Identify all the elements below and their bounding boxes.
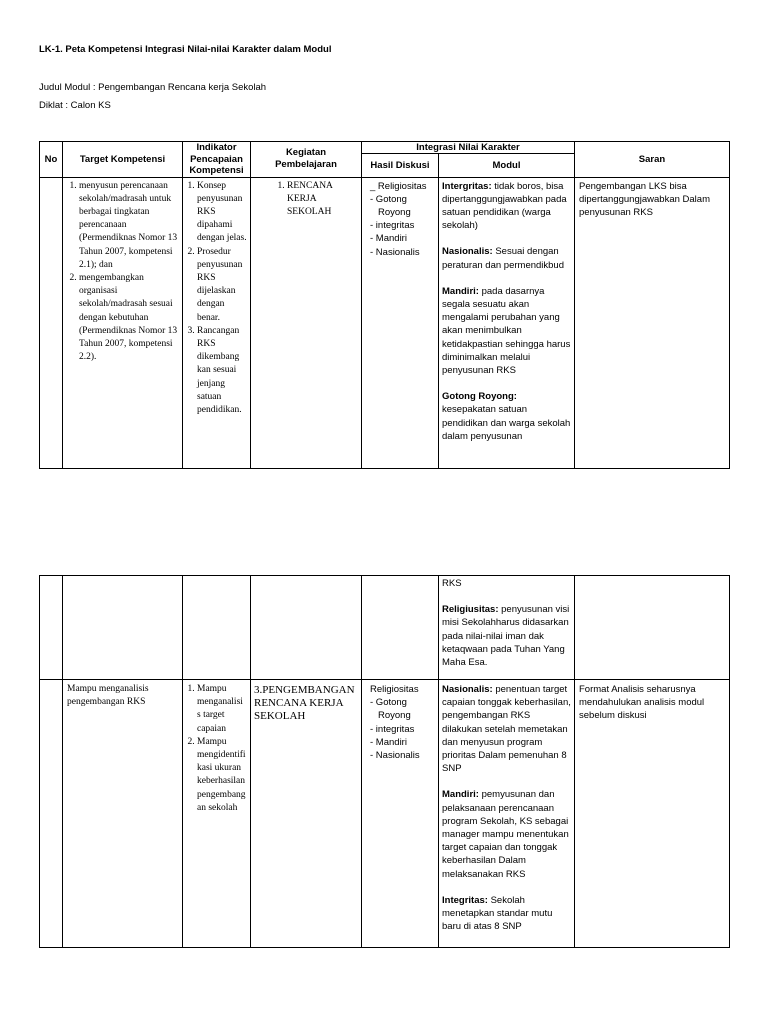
row1-indikator-item: 3. Rancangan RKS dikembang kan sesuai jenjang satuan pendidikan. <box>197 325 248 417</box>
row1-no <box>40 177 63 468</box>
modul-text: pemyusunan dan pelaksanaan perencanaan program Sekolah, KS sebagai manager mampu menentukan target capaian dan tonggak keberhasilan Dalam melaksanakan RKS <box>442 789 569 880</box>
row2-hasil <box>362 576 439 680</box>
row3-indikator-item: 1. Mampu menganalisi s target capaian <box>197 683 248 736</box>
modul-text: Sekolah menetapkan standar mutu baru di atas 8 SNP <box>442 894 553 933</box>
row1-kegiatan <box>251 177 362 468</box>
row3-hasil <box>362 680 439 948</box>
row3-hasil-item: Religiositas <box>370 684 419 695</box>
row2-target <box>63 576 183 680</box>
row3-indikator <box>183 680 251 948</box>
row3-hasil-item: - integritas <box>370 723 415 735</box>
row1-indikator-item: 2. Prosedur penyusunan RKS dijelaskan dengan benar. <box>197 246 248 325</box>
modul-label: Gotong Royong: <box>442 391 517 403</box>
row2-indikator <box>183 576 251 680</box>
modul-text: Sesuai dengan peraturan dan permendikbud <box>442 246 565 271</box>
row3-kegiatan: 3.PENGEMBANGAN RENCANA KERJA SEKOLAH <box>251 680 362 948</box>
row2-kegiatan <box>251 576 362 680</box>
row1-target-item: 2. mengembangkan organisasi sekolah/madrasah sesuai dengan kebutuhan (Permendiknas Nomor 13 Tahun 2007, kompetensi 2.2). <box>79 272 180 364</box>
modul-label: Integritas: <box>442 894 488 906</box>
row1-hasil-item: - Mandiri <box>370 233 407 245</box>
modul-continuation: RKS <box>442 578 462 589</box>
row3-saran: Format Analisis seharusnya mendahulukan analisis modul sebelum diskusi <box>575 680 730 948</box>
row1-hasil-item: - Nasionalis <box>370 246 420 258</box>
diklat-line: Diklat : Calon KS <box>39 100 111 111</box>
modul-text: pada dasarnya segala sesuatu akan mengalami perubahan yang akan menimbulkan ketidakpastian sehingga harus diminimalkan melalui penyusunan RKS <box>442 285 571 376</box>
col-header-hasil: Hasil Diskusi <box>362 154 439 177</box>
col-header-integrasi: Integrasi Nilai Karakter <box>362 142 575 154</box>
col-header-kegiatan: Kegiatan Pembelajaran <box>251 142 362 178</box>
row3-no <box>40 680 63 948</box>
row1-saran: Pengembangan LKS bisa dipertanggungjawabkan Dalam penyusunan RKS <box>575 177 730 468</box>
row3-hasil-item: - Gotong Royong <box>370 697 411 722</box>
row3-hasil-item: - Nasionalis <box>370 750 420 762</box>
modul-label: Nasionalis: <box>442 684 493 695</box>
document-title: LK-1. Peta Kompetensi Integrasi Nilai-nilai Karakter dalam Modul <box>39 44 332 55</box>
col-header-indikator: Indikator Pencapaian Kompetensi <box>183 142 251 178</box>
competency-table-part-2 <box>39 575 730 948</box>
modul-text: penyusunan visi misi Sekolahharus didasarkan pada nilai-nilai iman dak ketaqwaan pada Tuhan Yang Maha Esa. <box>442 604 570 669</box>
row1-indikator <box>183 177 251 468</box>
row1-indikator-item: 1. Konsep penyusunan RKS dipahami dengan jelas. <box>197 180 248 246</box>
row3-indikator-item: 2. Mampu mengidentifi kasi ukuran keberhasilan pengembang an sekolah <box>197 736 248 815</box>
col-header-saran: Saran <box>575 142 730 178</box>
row1-hasil <box>362 177 439 468</box>
row1-target-item: 1. menyusun perencanaan sekolah/madrasah untuk berbagai tingkatan perencanaan (Permendiknas Nomor 13 Tahun 2007, kompetensi 2.1); dan <box>79 180 180 272</box>
modul-label: Mandiri: <box>442 789 479 801</box>
judul-modul-line: Judul Modul : Pengembangan Rencana kerja Sekolah <box>39 82 267 93</box>
modul-text: penentuan target capaian tonggak keberhasilan, pengembangan RKS dilakukan setelah memetakan dan menyusun program prioritas Dalam pemenuhan 8 SNP <box>442 684 571 775</box>
modul-text: kesepakatan satuan pendidikan dan warga sekolah dalam penyusunan <box>442 404 571 442</box>
modul-label: Nasionalis: <box>442 246 493 258</box>
row3-target: Mampu menganalisis pengembangan RKS <box>63 680 183 948</box>
modul-label: Religiusitas: <box>442 604 499 616</box>
row2-modul <box>439 576 575 680</box>
row1-hasil-item: - integritas <box>370 220 415 232</box>
col-header-target: Target Kompetensi <box>63 142 183 178</box>
modul-label: Intergritas: <box>442 180 492 192</box>
row2-saran <box>575 576 730 680</box>
col-header-modul: Modul <box>439 154 575 177</box>
row3-modul <box>439 680 575 948</box>
modul-label: Mandiri: <box>442 285 479 297</box>
row1-modul <box>439 177 575 468</box>
competency-table-part-1 <box>39 141 730 469</box>
modul-text: tidak boros, bisa dipertanggungjawabkan pada satuan pendidikan (warga sekolah) <box>442 180 567 232</box>
row1-target <box>63 177 183 468</box>
row1-hasil-item: _ Religiositas <box>370 180 427 192</box>
row1-kegiatan-item: 1. RENCANA KERJA SEKOLAH <box>287 180 337 220</box>
row2-no <box>40 576 63 680</box>
col-header-no: No <box>40 142 63 178</box>
row1-hasil-item: - Gotong Royong <box>370 193 411 218</box>
row3-hasil-item: - Mandiri <box>370 736 407 748</box>
